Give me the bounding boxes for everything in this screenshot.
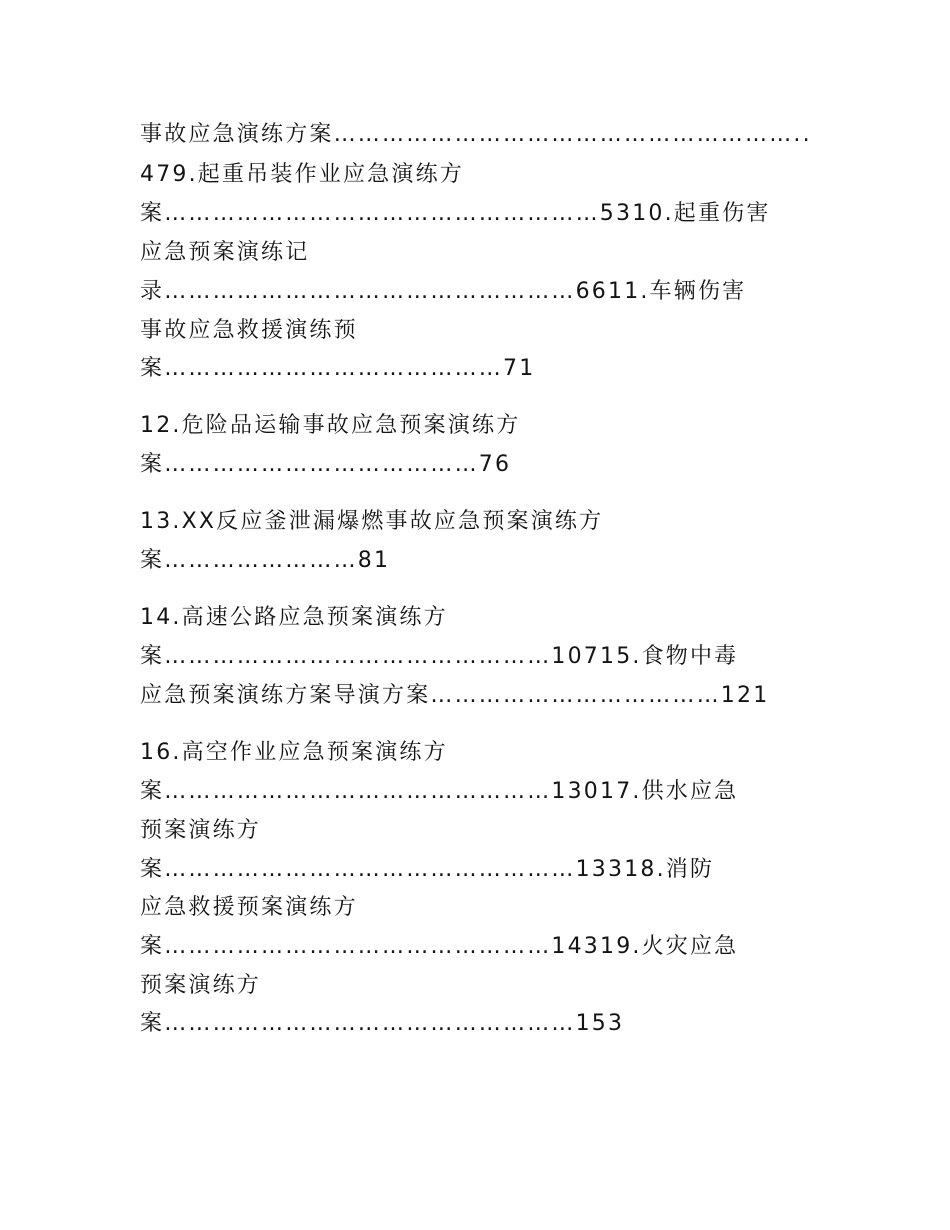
toc-line: 案…………………………………………10715.食物中毒 bbox=[140, 644, 739, 669]
toc-line: 案………………………………………………5310.起重伤害 bbox=[140, 201, 771, 226]
toc-line: 13.XX反应釜泄漏爆燃事故应急预案演练方 bbox=[140, 509, 604, 534]
toc-line: 应急救援预案演练方 bbox=[140, 895, 358, 920]
toc-line: 案……………………………………71 bbox=[140, 356, 536, 381]
toc-line: 预案演练方 bbox=[140, 973, 262, 998]
toc-line: 12.危险品运输事故应急预案演练方 bbox=[140, 413, 521, 438]
toc-line: 案…………………………………………13017.供水应急 bbox=[140, 779, 739, 804]
toc-line: 应急预案演练方案导演方案………………………………121 bbox=[140, 683, 770, 708]
toc-line: 案…………………………………………14319.火灾应急 bbox=[140, 934, 739, 959]
toc-line: 录……………………………………………6611.车辆伤害 bbox=[140, 279, 747, 304]
toc-line: 事故应急救援演练预 bbox=[140, 318, 358, 343]
toc-line: 479.起重吊装作业应急演练方 bbox=[140, 162, 464, 187]
toc-line: 案……………………81 bbox=[140, 548, 391, 573]
toc-line: 案……………………………………………153 bbox=[140, 1011, 625, 1036]
toc-line: 案…………………………………76 bbox=[140, 452, 512, 477]
toc-line: 16.高空作业应急预案演练方 bbox=[140, 740, 448, 765]
toc-line: 预案演练方 bbox=[140, 818, 262, 843]
toc-line: 14.高速公路应急预案演练方 bbox=[140, 605, 448, 630]
toc-line: 应急预案演练记 bbox=[140, 240, 310, 265]
toc-line: 事故应急演练方案………………………………………………….. bbox=[140, 122, 812, 147]
toc-line: 案……………………………………………13318.消防 bbox=[140, 857, 715, 882]
